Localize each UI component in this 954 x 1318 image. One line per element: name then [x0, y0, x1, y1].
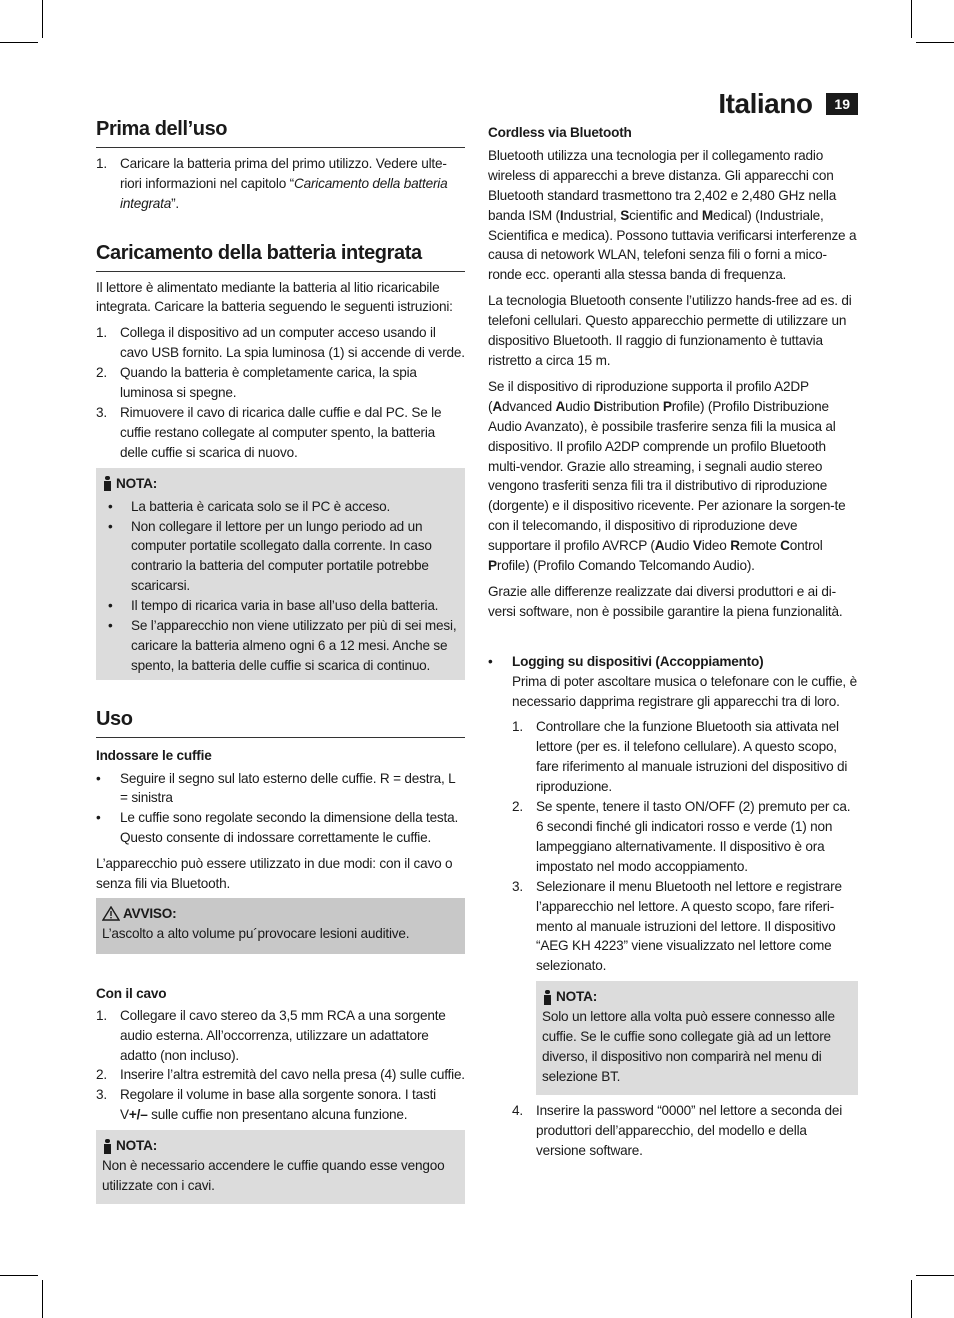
info-icon: [102, 476, 113, 491]
list-item: • Le cuffie sono regolate secondo la dimensione della testa. Questo consente di indossare correttamente le cuffie.: [96, 810, 459, 846]
crop-mark: [916, 1275, 954, 1276]
list-item: • Il tempo di ricarica varia in base all’uso della batteria.: [108, 598, 439, 614]
list-item: 1. Collega il dispositivo ad un computer acceso usando il cavo USB fornito. La spia luminosa (1) si accende di verde.: [96, 325, 465, 361]
crop-mark: [911, 0, 912, 38]
list-item: 2. Se spente, tenere il tasto ON/OFF (2) premuto per ca. 6 secondi finché gli indicatori rosso e verde (1) non lampeggiano alternativamente. Il dispositivo è ora impostato nel modo accoppiamento.: [512, 799, 851, 874]
subsection-title: Indossare le cuffie: [96, 747, 212, 763]
paragraph: L’apparecchio può essere utilizzato in due modi: con il cavo o senza fili via Bluetooth.: [96, 856, 453, 892]
section-title: Uso: [96, 710, 465, 738]
crop-mark: [916, 42, 954, 43]
steps-list: [96, 154, 465, 214]
warning-box: AVVISO: L’ascolto a alto volume pu´provocare lesioni auditive.: [96, 898, 465, 954]
list-item: 1. Caricare la batteria prima del primo utilizzo. Vedere ulte-riori informazioni nel capitolo “Caricamento della batteria integrata”.: [96, 155, 448, 211]
list-item: 2. Quando la batteria è completamente carica, la spia luminosa si spegne.: [96, 365, 417, 401]
steps-list: [96, 323, 465, 462]
section-title: Caricamento della batteria integrata: [96, 244, 465, 272]
list-item: 3. Rimuovere il cavo di ricarica dalle cuffie e dal PC. Se le cuffie restano collegate al computer spento, la batteria delle cuffie si scarica di nuovo.: [96, 404, 442, 460]
list-item: • Se l’apparecchio non viene utilizzato per più di sei mesi, caricare la batteria almeno ogni 6 a 12 mesi. Anche se spento, la batteria delle cuffie si scarica di continuo.: [108, 618, 457, 673]
subsection-title: Cordless via Bluetooth: [488, 125, 632, 140]
list-item: 3. Regolare il volume in base alla sorgente sonora. I tasti V+/– sulle cuffie non presentano alcuna funzione.: [96, 1087, 436, 1123]
subsection-title: Con il cavo: [96, 985, 167, 1001]
crop-mark: [42, 1280, 43, 1318]
crop-mark: [42, 0, 43, 38]
note-box: NOTA: Solo un lettore alla volta può essere connesso alle cuffie. Se le cuffie sono collegate già ad un lettore diverso, il dispositivo non comparirà nel menu di selezione BT.: [536, 981, 858, 1095]
info-icon: [102, 1139, 113, 1154]
steps-list: [512, 717, 858, 976]
subsection-title: Logging su dispositivi (Accoppiamento): [512, 653, 764, 669]
crop-mark: [0, 1275, 38, 1276]
info-icon: [542, 990, 553, 1005]
note-box: NOTA: Non è necessario accendere le cuffie quando esse vengoo utilizzate con i cavi.: [96, 1130, 465, 1204]
list-item: 4. Inserire la password “0000” nel lettore a seconda dei produttori dell’apparecchio, del modello e della versione software.: [512, 1102, 843, 1158]
note-box: NOTA: • La batteria è caricata solo se il PC è acceso. • Non collegare il lettore per un lungo periodo ad un computer portatile scollegato dalla corrente. In caso contrario la batteria del computer portatile potrebbe scaricarsi. • Il tempo di ricarica varia in base all’uso della batteria. • Se l’apparecchio non viene utilizzato per più di sei mesi, caricare la batteria almeno ogni 6 a 12 mesi. Anche se spento, la batteria delle cuffie si scarica di continuo.: [96, 468, 465, 680]
page-number: 19: [826, 93, 858, 115]
list-item: 3. Selezionare il menu Bluetooth nel lettore e registrare l’apparecchio nel lettore. A questo scopo, fare riferi-mento al manuale istruzioni del lettore. Il dispositivo “AEG KH 4223” viene visualizzato nel lettore come selezionato.: [512, 878, 842, 974]
list-item: • Seguire il segno sul lato esterno delle cuffie. R = destra, L = sinistra: [96, 770, 456, 806]
paragraph: Il lettore è alimentato mediante la batteria al litio ricaricabile integrata. Caricare la batteria seguendo le seguenti istruzioni:: [96, 279, 453, 315]
page-header: [718, 88, 858, 120]
language-title: Italiano: [718, 88, 813, 119]
section-title: Prima dell’uso: [96, 120, 465, 148]
list-item: 1. Controllare che la funzione Bluetooth sia attivata nel lettore (per es. il telefono cellulare). A questo scopo, fare riferimento al manuale istruzioni del dispositivo di riproduzione.: [512, 719, 848, 795]
list-item: • Non collegare il lettore per un lungo periodo ad un computer portatile scollegato dalla corrente. In caso contrario la batteria del computer portatile potrebbe scaricarsi.: [108, 518, 432, 594]
right-column: [488, 123, 858, 1161]
paragraph: Bluetooth utilizza una tecnologia per il collegamento radio wireless di apparecchi a breve distanza. Gli apparecchi con Bluetooth standard trasmettono tra 2,402 e 2,480 GHz nella banda ISM (Industrial, Scientific and Medical) (Industriale, Scientifica e medica). Possono tuttavia verificarsi interferenze a causa di netowork WLAN, telefoni senza fili o forni a mico-ronde ecc. operanti alla stessa banda di frequenza.: [488, 147, 857, 283]
pairing-section: • Logging su dispositivi (Accoppiamento) Prima di poter ascoltare musica o telefonare con le cuffie, è necessario dapprima registrare gli apparecchi tra di loro. 1. Controllare che la funzione Bluetooth sia attivata nel lettore (per es. il telefono cellulare). A questo scopo, fare riferimento al manuale istruzioni del dispositivo di riproduzione. 2. Se spente, tenere il tasto ON/OFF (2) premuto per ca. 6 secondi finché gli indicatori rosso e verde (1) non lampeggiano alternativamente. Il dispositivo è ora impostato nel modo accoppiamento. 3. Selezionare il menu Bluetooth nel lettore e registrare l’apparecchio nel lettore. A questo scopo, fare riferi-mento al manuale istruzioni del lettore. Il dispositivo “AEG KH 4223” viene visualizzato nel lettore come selezionato. NOTA: Solo un lettore alla volta può essere connesso alle cuffie. Se le cuffie sono collegate già ad un lettore diverso, il dispositivo non comparirà nel menu di selezione BT. 4. Inserire la password “0000” nel lettore a seconda dei produttori dell’apparecchio, del modello e della versione software.: [488, 652, 858, 1161]
crop-mark: [0, 42, 38, 43]
list-item: 1. Collegare il cavo stereo da 3,5 mm RCA a una sorgente audio esterna. All’occorrenza, utilizzare un adattatore adatto (non incluso).: [96, 1007, 446, 1063]
list-item: 2. Inserire l’altra estremità del cavo nella presa (4) sulle cuffie.: [96, 1067, 465, 1083]
paragraph: Grazie alle differenze realizzate dai diversi produttori e ai di-versi software, non è possibile garantire la piena funzionalità.: [488, 583, 843, 619]
steps-list: [512, 1101, 858, 1161]
note-list: [102, 497, 459, 676]
paragraph: Se il dispositivo di riproduzione supporta il profilo A2DP (Advanced Audio Distribution Profile) (Profilo Distribuzione Audio Avanzato), è possibile trasferire senza fili la musica al dispositivo. Il profilo A2DP comprende un profilo Bluetooth multi-vendor. Grazie allo streaming, i segnali audio stereo vengono trasferiti senza fili tra il distributivo di riproduzione (dorgente) e il dispositivo ricevente. Per azionare la sorgen-te con il telecomando, il dispositivo di riproduzione deve supportare il profilo AVRCP (Audio Video Remote Control Profile) (Profilo Comando Telcomando Audio).: [488, 378, 846, 574]
warning-icon: [102, 906, 120, 921]
steps-list: [96, 1006, 465, 1125]
crop-mark: [911, 1280, 912, 1318]
paragraph: Prima di poter ascoltare musica o telefonare con le cuffie, è necessario dapprima registrare gli apparecchi tra di loro.: [512, 673, 857, 709]
list-item: • La batteria è caricata solo se il PC è acceso.: [108, 498, 391, 514]
left-column: [96, 120, 465, 1204]
bullet-list: [96, 769, 465, 849]
paragraph: La tecnologia Bluetooth consente l’utilizzo hands-free ad es. di telefoni cellulari. Questo apparecchio permette di utilizzare un dispositivo Bluetooth. Il raggio di funzionamento è tuttavia ristretto a circa 15 m.: [488, 293, 852, 368]
